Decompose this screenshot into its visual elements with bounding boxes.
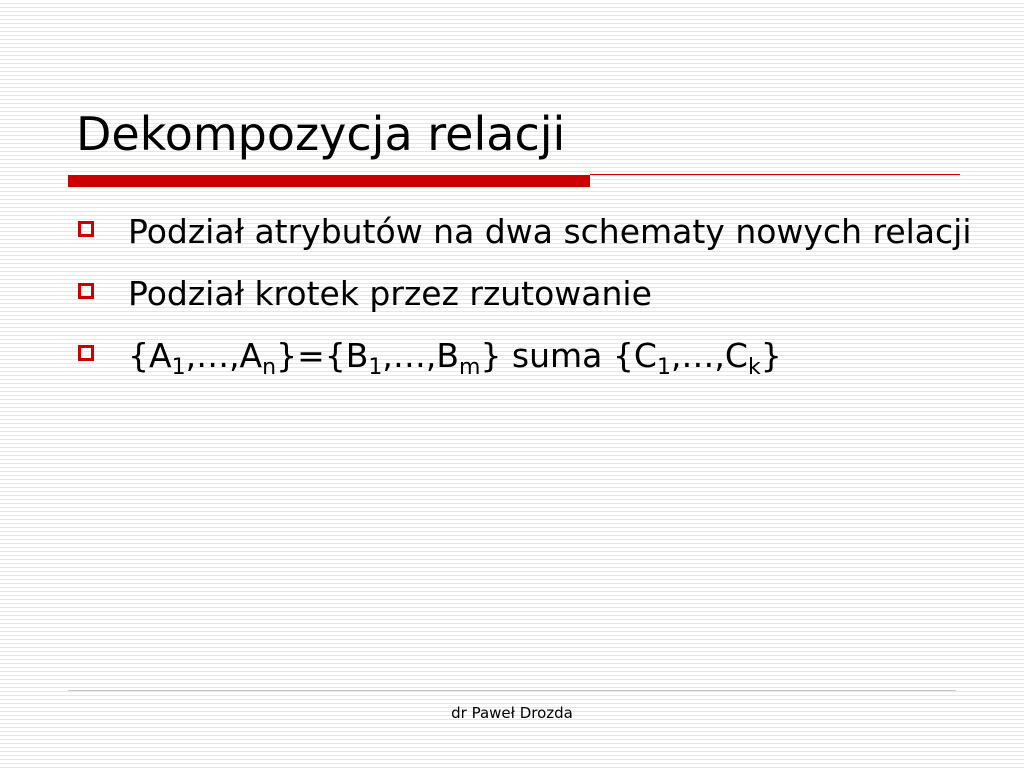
slide-title: Dekompozycja relacji xyxy=(76,107,566,161)
formula xyxy=(128,336,782,380)
footer-author: dr Paweł Drozda xyxy=(451,704,573,722)
title-underline-rule xyxy=(590,174,960,175)
formula-part: ,…,B xyxy=(382,336,459,375)
title-underline-bar xyxy=(68,175,590,187)
subscript: k xyxy=(747,355,761,380)
hollow-square-icon xyxy=(78,221,94,237)
bullet-item-formula xyxy=(78,330,978,382)
bullet-text: Podział atrybutów na dwa schematy nowych relacji xyxy=(128,212,972,251)
bullet-item xyxy=(78,268,978,320)
bullet-item xyxy=(78,206,978,258)
formula-part: } suma {C xyxy=(480,336,657,375)
subscript: 1 xyxy=(656,355,671,380)
subscript: m xyxy=(459,355,481,380)
subscript: n xyxy=(262,355,277,380)
bullet-text: Podział krotek przez rzutowanie xyxy=(128,274,652,313)
hollow-square-icon xyxy=(78,345,94,361)
bullet-list xyxy=(78,206,978,392)
hollow-square-icon xyxy=(78,283,94,299)
formula-part: ,…,C xyxy=(670,336,748,375)
formula-part: {A xyxy=(128,336,172,375)
formula-part: }={B xyxy=(276,336,369,375)
subscript: 1 xyxy=(368,355,383,380)
subscript: 1 xyxy=(171,355,186,380)
formula-part: } xyxy=(760,336,782,375)
formula-part: ,…,A xyxy=(185,336,263,375)
footer-divider xyxy=(68,690,956,691)
